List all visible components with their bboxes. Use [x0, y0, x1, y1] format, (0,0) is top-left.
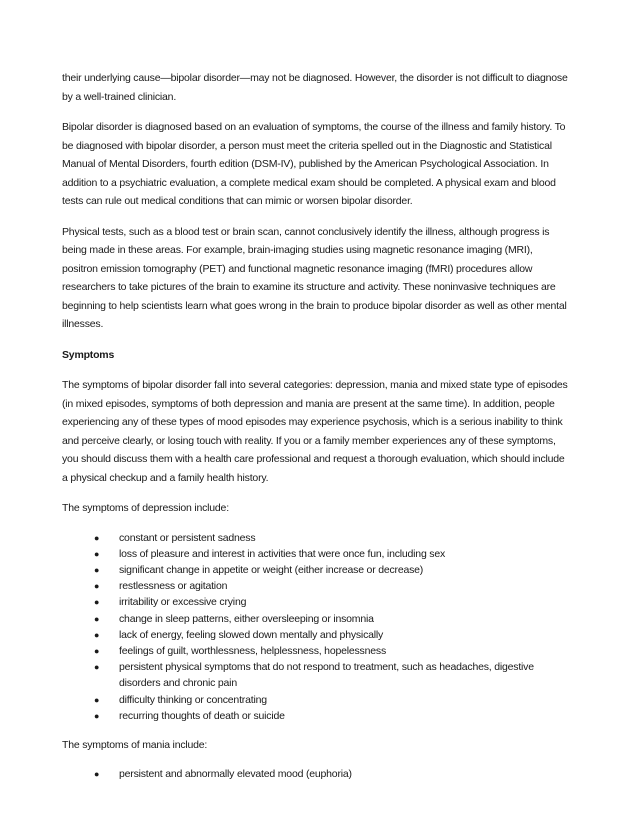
mania-list-intro: The symptoms of mania include: — [62, 738, 208, 751]
list-item-text: recurring thoughts of death or suicide — [119, 709, 285, 722]
paragraph-physical-tests: Physical tests, such as a blood test or brain scan, cannot conclusively identify the illness, although progress is being made in these areas. For example, brain-imaging studies using magnetic resonance imaging (MRI), positron emission tomography (PET) and functional magnetic resonance imaging (fMRI) procedures allow researchers to take pictures of the brain to examine its structure and activity. These noninvasive techniques are beginning to help scientists learn what goes wrong in the brain to produce bipolar disorder as well as other mental illnesses. — [62, 225, 567, 330]
list-item — [94, 530, 570, 546]
list-item — [94, 611, 570, 627]
list-item — [94, 766, 570, 782]
list-item — [94, 578, 570, 594]
list-item-text: restlessness or agitation — [119, 580, 228, 593]
bullet-icon: ● — [94, 710, 100, 721]
paragraph-diagnosis: Bipolar disorder is diagnosed based on an evaluation of symptoms, the course of the illness and family history. To be diagnosed with bipolar disorder, a person must meet the criteria spelled out in the Diagnostic and Statistical Manual of Mental Disorders, fourth edition (DSM-IV), published by the American Psychological Association. In addition to a psychiatric evaluation, a complete medical exam should be completed. A physical exam and blood tests can rule out medical conditions that can mimic or worsen bipolar disorder. — [62, 121, 566, 207]
mania-symptom-list — [62, 766, 570, 782]
bullet-icon: ● — [94, 548, 100, 559]
list-item — [94, 692, 570, 708]
depression-symptom-list — [62, 530, 570, 724]
list-item — [94, 643, 570, 659]
list-item-text: feelings of guilt, worthlessness, helplessness, hopelessness — [119, 644, 386, 657]
paragraph-symptoms-intro: The symptoms of bipolar disorder fall into several categories: depression, mania and mixed state type of episodes (in mixed episodes, symptoms of both depression and mania are present at the same time). In addition, people experiencing any of these types of mood episodes may experience psychosis, which is a serious inability to think and perceive clearly, or losing touch with reality. If you or a family member experiences any of these symptoms, you should discuss them with a health care professional and request a thorough evaluation, which should include a physical checkup and a family health history. — [62, 379, 568, 484]
section-heading-symptoms: Symptoms — [62, 348, 115, 361]
list-item-text: lack of energy, feeling slowed down mentally and physically — [119, 628, 384, 641]
bullet-icon: ● — [94, 564, 100, 575]
list-item — [94, 659, 570, 691]
bullet-icon: ● — [94, 694, 100, 705]
bullet-icon: ● — [94, 769, 100, 780]
list-item — [94, 627, 570, 643]
depression-list-intro: The symptoms of depression include: — [62, 502, 229, 514]
bullet-icon: ● — [94, 581, 100, 592]
list-item-text: change in sleep patterns, either oversleeping or insomnia — [119, 612, 374, 625]
list-item-text: irritability or excessive crying — [119, 596, 247, 609]
list-item — [94, 708, 570, 724]
list-item — [94, 594, 570, 610]
bullet-icon: ● — [94, 645, 100, 656]
list-item-text: persistent and abnormally elevated mood (euphoria) — [119, 768, 352, 781]
list-item-text: loss of pleasure and interest in activities that were once fun, including sex — [119, 547, 446, 560]
bullet-icon: ● — [94, 532, 100, 543]
paragraph-underlying-cause: their underlying cause—bipolar disorder—may not be diagnosed. However, the disorder is not difficult to diagnose by a well-trained clinician. — [62, 72, 568, 103]
list-item-text: persistent physical symptoms that do not respond to treatment, such as headaches, digestive disorders and chronic pain — [119, 661, 534, 690]
list-item — [94, 546, 570, 562]
list-item-text: constant or persistent sadness — [119, 531, 256, 544]
list-item-text: difficulty thinking or concentrating — [119, 693, 267, 706]
bullet-icon: ● — [94, 662, 100, 673]
list-item-text: significant change in appetite or weight (either increase or decrease) — [119, 563, 424, 576]
bullet-icon: ● — [94, 613, 100, 624]
bullet-icon: ● — [94, 629, 100, 640]
list-item — [94, 562, 570, 578]
bullet-icon: ● — [94, 597, 100, 608]
